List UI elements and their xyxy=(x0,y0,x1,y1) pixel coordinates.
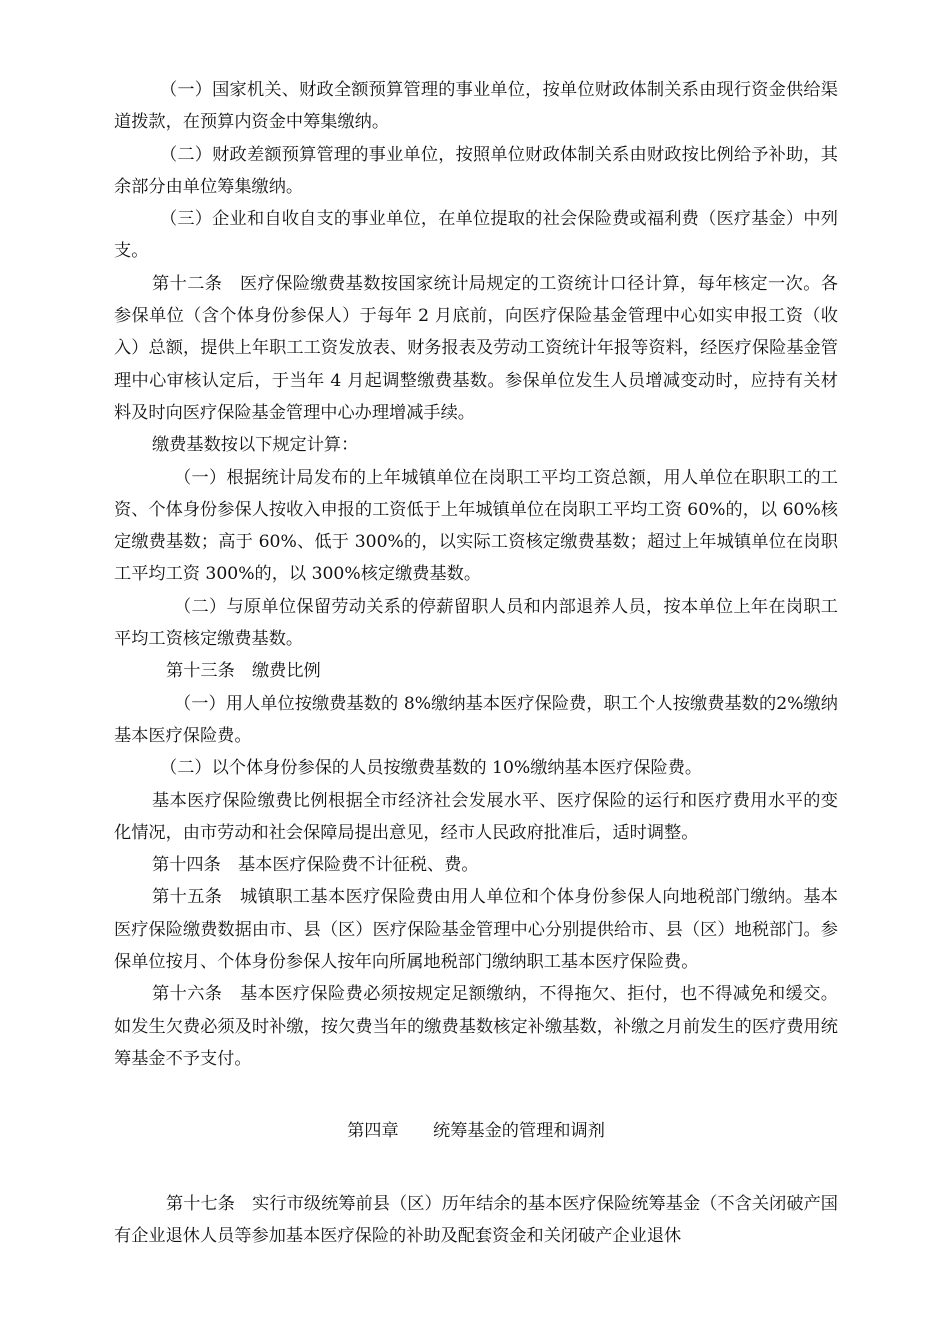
document-page xyxy=(114,74,838,1252)
paragraph-2: （二）财政差额预算管理的事业单位，按照单位财政体制关系由财政按比例给予补助，其余部分由单位筹集缴纳。 xyxy=(114,144,838,197)
paragraph-rate-adjust: 基本医疗保险缴费比例根据全市经济社会发展水平、医疗保险的运行和医疗费用水平的变化情况，由市劳动和社会保障局提出意见，经市人民政府批准后，适时调整。 xyxy=(114,790,838,843)
article-15: 第十五条 城镇职工基本医疗保险费由用人单位和个体身份参保人向地税部门缴纳。基本医疗保险缴费数据由市、县（区）医疗保险基金管理中心分别提供给市、县（区）地税部门。参保单位按月、个体身份参保人按年向所属地税部门缴纳职工基本医疗保险费。 xyxy=(114,887,838,973)
article-13: 第十三条 缴费比例 xyxy=(166,661,321,682)
paragraph-1: （一）国家机关、财政全额预算管理的事业单位，按单位财政体制关系由现行资金供给渠道拨款，在预算内资金中筹集缴纳。 xyxy=(114,80,838,133)
article-16: 第十六条 基本医疗保险费必须按规定足额缴纳，不得拖欠、拒付，也不得减免和缓交。如发生欠费必须及时补缴，按欠费当年的缴费基数核定补缴基数，补缴之月前发生的医疗费用统筹基金不予支付。 xyxy=(114,984,838,1069)
paragraph-base-rule-1: （一）根据统计局发布的上年城镇单位在岗职工平均工资总额，用人单位在职职工的工资、个体身份参保人按收入申报的工资低于上年城镇单位在岗职工平均工资 60%的，以 60%核定缴费基数；高于 60%、低于 300%的，以实际工资核定缴费基数；超过上年城镇单位在岗职工平均工资 300%的，以 300%核定缴费基数。 xyxy=(114,467,838,585)
article-12: 第十二条 医疗保险缴费基数按国家统计局规定的工资统计口径计算，每年核定一次。各参保单位（含个体身份参保人）于每年 2 月底前，向医疗保险基金管理中心如实申报工资（收入）总额，提供上年职工工资发放表、财务报表及劳动工资统计年报等资料，经医疗保险基金管理中心审核认定后，于当年 4 月起调整缴费基数。参保单位发生人员增减变动时，应持有关材料及时向医疗保险基金管理中心办理增减手续。 xyxy=(114,273,838,423)
article-14: 第十四条 基本医疗保险费不计征税、费。 xyxy=(152,855,479,876)
paragraph-3: （三）企业和自收自支的事业单位，在单位提取的社会保险费或福利费（医疗基金）中列支。 xyxy=(114,209,838,262)
paragraph-base-rules: 缴费基数按以下规定计算： xyxy=(152,435,359,456)
chapter-title: 第四章 统筹基金的管理和调剂 xyxy=(347,1121,605,1142)
paragraph-rate-2: （二）以个体身份参保的人员按缴费基数的 10%缴纳基本医疗保险费。 xyxy=(160,758,703,779)
article-17: 第十七条 实行市级统筹前县（区）历年结余的基本医疗保险统筹基金（不含关闭破产国有企业退休人员等参加基本医疗保险的补助及配套资金和关闭破产企业退休 xyxy=(114,1193,838,1246)
paragraph-rate-1: （一）用人单位按缴费基数的 8%缴纳基本医疗保险费，职工个人按缴费基数的2%缴纳基本医疗保险费。 xyxy=(114,693,838,746)
paragraph-base-rule-2: （二）与原单位保留劳动关系的停薪留职人员和内部退养人员，按本单位上年在岗职工平均工资核定缴费基数。 xyxy=(114,596,838,650)
